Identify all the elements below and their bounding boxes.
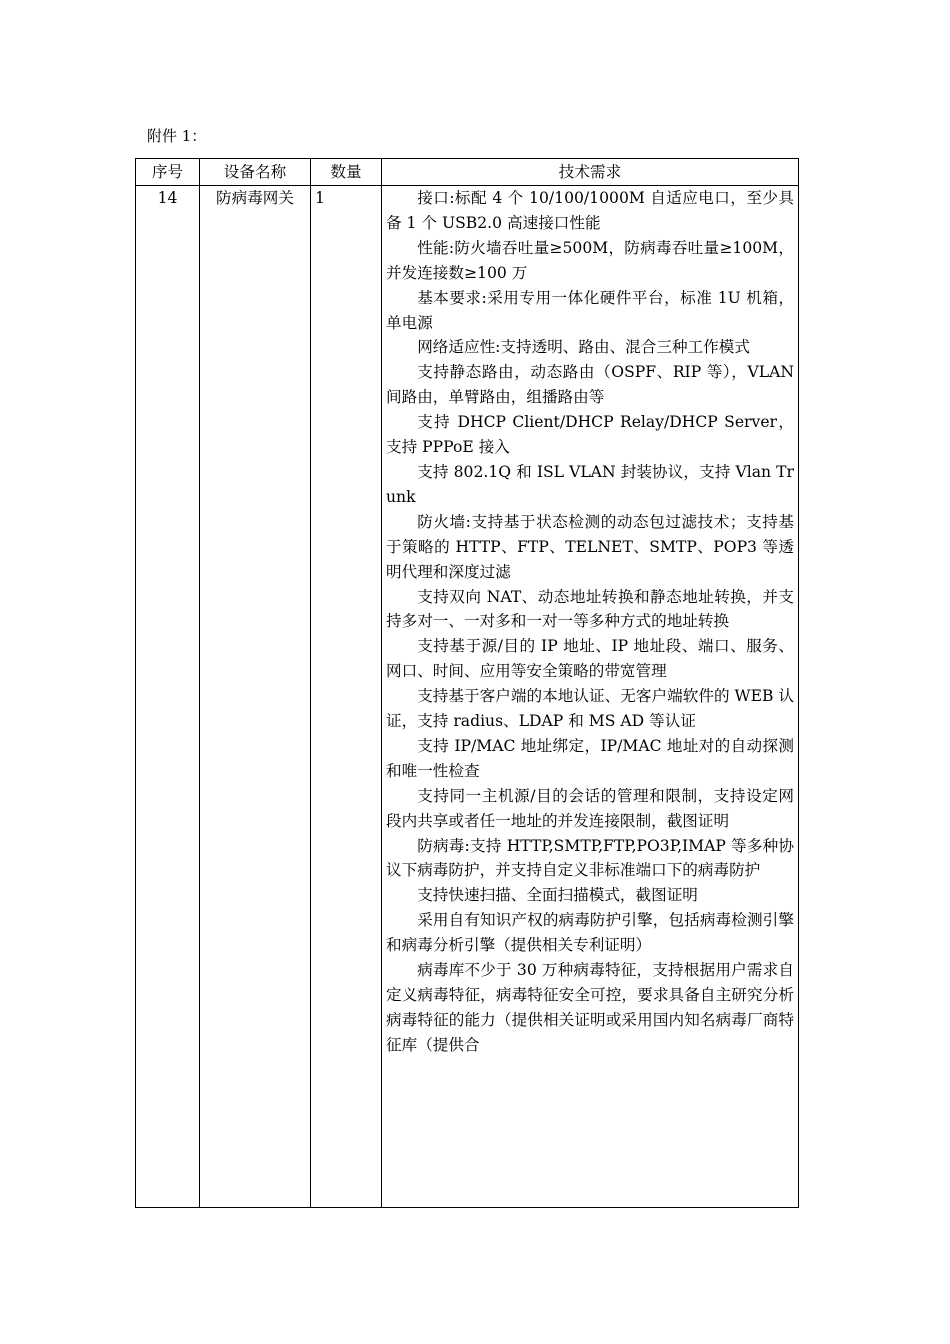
requirement-paragraph: 支持 802.1Q 和 ISL VLAN 封装协议，支持 Vlan Trunk	[386, 462, 794, 506]
requirement-paragraph: 支持基于源/目的 IP 地址、IP 地址段、端口、服务、网口、时间、应用等安全策略的带宽管理	[386, 637, 794, 681]
requirement-paragraph: 支持 DHCP Client/DHCP Relay/DHCP Server，支持 PPPoE 接入	[386, 413, 794, 457]
table-header-row	[136, 159, 799, 186]
requirement-paragraph: 支持同一主机源/目的会话的管理和限制，支持设定网段内共享或者任一地址的并发连接限制，截图证明	[386, 786, 794, 830]
cell-index: 14	[136, 186, 200, 1208]
header-requirements: 技术需求	[382, 159, 799, 186]
requirement-paragraph: 支持 IP/MAC 地址绑定，IP/MAC 地址对的自动探测和唯一性检查	[386, 736, 794, 780]
requirement-paragraph: 病毒库不少于 30 万种病毒特征，支持根据用户需求自定义病毒特征，病毒特征安全可控，要求具备自主研究分析病毒特征的能力（提供相关证明或采用国内知名病毒厂商特征库（提供合	[386, 961, 794, 1054]
cell-requirements	[382, 186, 799, 1208]
requirement-paragraph: 支持双向 NAT、动态地址转换和静态地址转换，并支持多对一、一对多和一对一等多种方式的地址转换	[386, 587, 794, 631]
header-quantity: 数量	[311, 159, 382, 186]
header-device-name: 设备名称	[200, 159, 311, 186]
attachment-label: 附件 1：	[147, 127, 207, 145]
requirement-paragraph: 防火墙:支持基于状态检测的动态包过滤技术；支持基于策略的 HTTP、FTP、TELNET、SMTP、POP3 等透明代理和深度过滤	[386, 512, 794, 581]
requirement-paragraph: 接口:标配 4 个 10/100/1000M 自适应电口，至少具备 1 个 USB2.0 高速接口性能	[386, 189, 794, 232]
header-index: 序号	[136, 159, 200, 186]
requirement-paragraph: 网络适应性:支持透明、路由、混合三种工作模式	[417, 338, 750, 357]
requirement-paragraph: 支持快速扫描、全面扫描模式，截图证明	[417, 886, 698, 905]
table-row	[136, 186, 799, 1208]
requirement-paragraph: 支持静态路由，动态路由（OSPF、RIP 等），VLAN 间路由，单臂路由，组播路由等	[386, 363, 794, 407]
requirement-paragraph: 采用自有知识产权的病毒防护引擎，包括病毒检测引擎和病毒分析引擎（提供相关专利证明）	[386, 911, 794, 955]
requirement-paragraph: 基本要求:采用专用一体化硬件平台，标准 1U 机箱，单电源	[386, 288, 794, 332]
requirements-table	[135, 158, 799, 1208]
cell-quantity: 1	[311, 186, 382, 1208]
requirement-paragraph: 防病毒:支持 HTTP,SMTP,FTP,PO3P,IMAP 等多种协议下病毒防护，并支持自定义非标准端口下的病毒防护	[386, 836, 794, 880]
requirement-paragraph: 支持基于客户端的本地认证、无客户端软件的 WEB 认证，支持 radius、LDAP 和 MS AD 等认证	[386, 687, 794, 731]
requirement-paragraph: 性能:防火墙吞吐量≥500M，防病毒吞吐量≥100M，并发连接数≥100 万	[386, 238, 794, 282]
cell-device-name: 防病毒网关	[200, 186, 311, 1208]
